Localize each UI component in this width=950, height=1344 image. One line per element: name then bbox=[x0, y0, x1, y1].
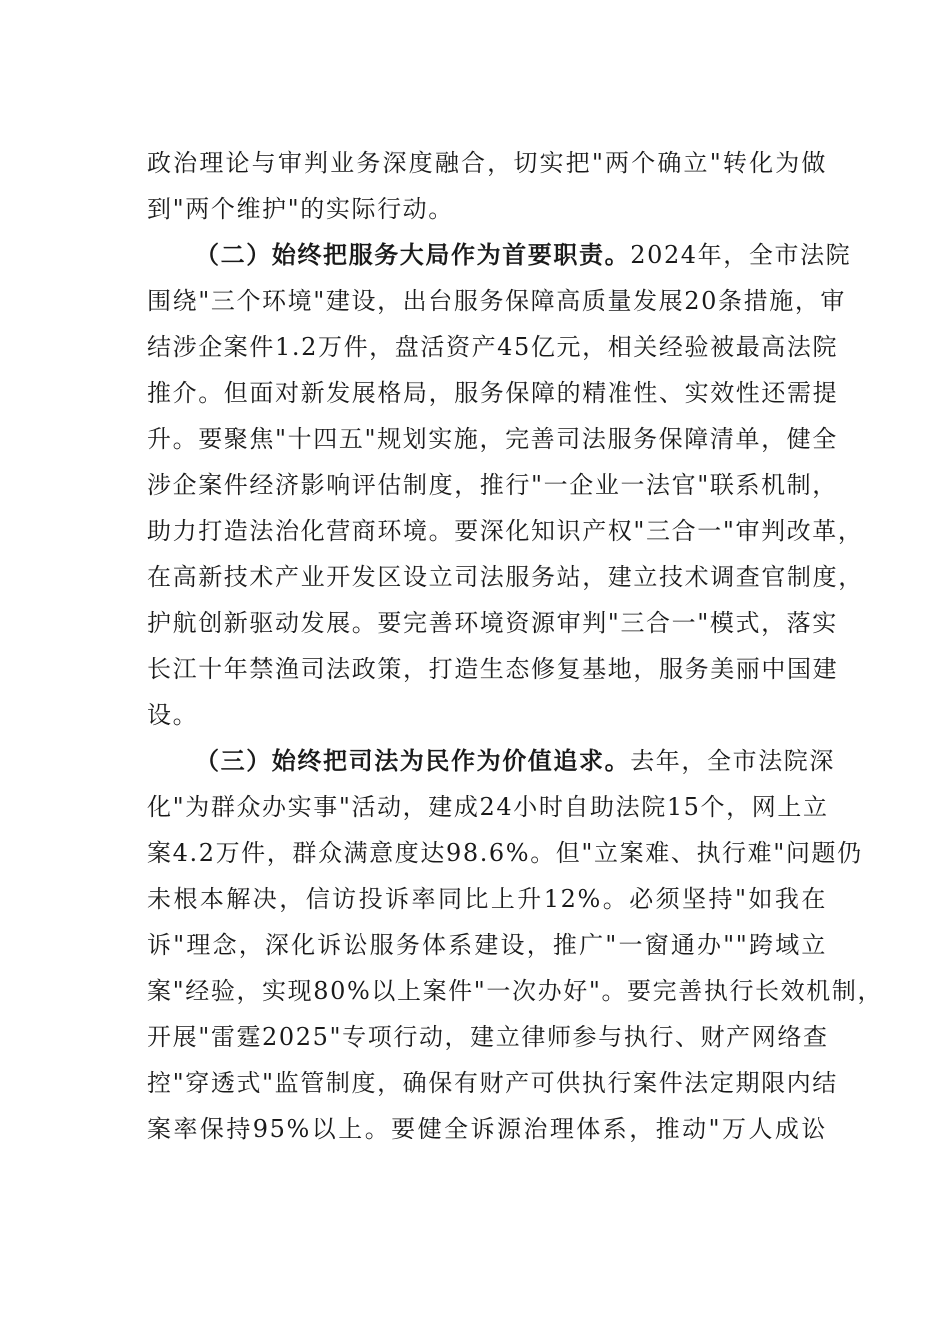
paragraph-2-line-3: 结涉企案件1.2万件，盘活资产45亿元，相关经验被最高法院 bbox=[147, 333, 839, 361]
paragraph-2-line-6: 涉企案件经济影响评估制度，推行"一企业一法官"联系机制， bbox=[147, 471, 838, 499]
paragraph-2-lead-text: 2024年，全市法院 bbox=[630, 241, 852, 269]
paragraph-1-line-2: 到"两个维护"的实际行动。 bbox=[147, 195, 454, 223]
paragraph-3-line-1 bbox=[195, 744, 836, 778]
paragraph-3-line-9: 案率保持95%以上。要健全诉源治理体系，推动"万人成讼 bbox=[147, 1115, 827, 1143]
paragraph-2-line-8: 在高新技术产业开发区设立司法服务站，建立技术调查官制度， bbox=[147, 563, 864, 591]
paragraph-2-line-10: 长江十年禁渔司法政策，打造生态修复基地，服务美丽中国建 bbox=[147, 655, 839, 683]
paragraph-3-line-3: 案4.2万件，群众满意度达98.6%。但"立案难、执行难"问题仍 bbox=[147, 839, 863, 867]
paragraph-1-line-1: 政治理论与审判业务深度融合，切实把"两个确立"转化为做 bbox=[147, 149, 827, 177]
paragraph-2-line-5: 升。要聚焦"十四五"规划实施，完善司法服务保障清单，健全 bbox=[147, 425, 838, 453]
paragraph-3-line-2: 化"为群众办实事"活动，建成24小时自助法院15个，网上立 bbox=[147, 793, 829, 821]
paragraph-3-line-6: 案"经验，实现80%以上案件"一次办好"。要完善执行长效机制， bbox=[147, 977, 884, 1005]
paragraph-2-line-1 bbox=[195, 238, 852, 272]
paragraph-3-line-4: 未根本解决，信访投诉率同比上升12%。必须坚持"如我在 bbox=[147, 885, 827, 913]
paragraph-2-line-9: 护航创新驱动发展。要完善环境资源审判"三合一"模式，落实 bbox=[147, 609, 838, 637]
paragraph-2-line-2: 围绕"三个环境"建设，出台服务保障高质量发展20条措施，审 bbox=[147, 287, 847, 315]
paragraph-3-line-8: 控"穿透式"监管制度，确保有财产可供执行案件法定期限内结 bbox=[147, 1069, 838, 1097]
paragraph-3-lead-text: 去年，全市法院深 bbox=[630, 747, 836, 775]
paragraph-2-line-11: 设。 bbox=[147, 701, 199, 729]
section-heading-3: （三）始终把司法为民作为价值追求。 bbox=[195, 746, 631, 775]
paragraph-3-line-7: 开展"雷霆2025"专项行动，建立律师参与执行、财产网络查 bbox=[147, 1023, 829, 1051]
paragraph-3-line-5: 诉"理念，深化诉讼服务体系建设，推广"一窗通办""跨域立 bbox=[147, 931, 827, 959]
paragraph-2-line-7: 助力打造法治化营商环境。要深化知识产权"三合一"审判改革， bbox=[147, 517, 864, 545]
paragraph-2-line-4: 推介。但面对新发展格局，服务保障的精准性、实效性还需提 bbox=[147, 379, 839, 407]
section-heading-2: （二）始终把服务大局作为首要职责。 bbox=[195, 240, 631, 269]
